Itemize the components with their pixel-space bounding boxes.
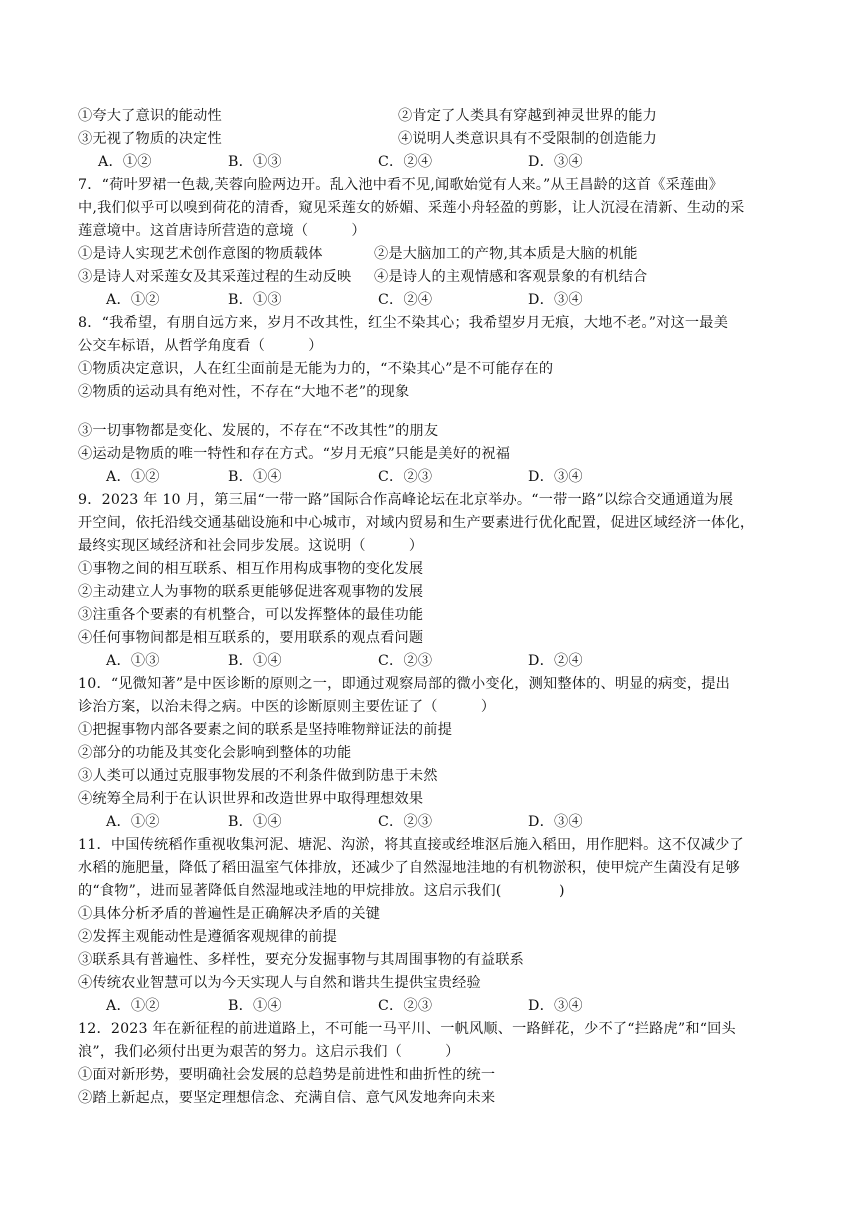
q9-statement-3: ③注重各个要素的有机整合，可以发挥整体的最佳功能 [78,607,424,623]
q10-stem-line-1: 10．“见微知著”是中医诊断的原则之一，即通过观察局部的微小变化，测知整体的、明显的病变，提出 [78,676,731,692]
q8-option-c[interactable]: C．②③ [378,469,433,485]
q7-stem-line-1: 7．“荷叶罗裙一色裁,芙蓉向脸两边开。乱入池中看不见,闻歌始觉有人来。”从王昌龄的这首《采莲曲》 [78,177,724,193]
q11-options [0,996,860,1016]
q7-stem-line-3: 莲意境中。这首唐诗所营造的意境（ ） [78,223,366,239]
q7-stem-line-2: 中,我们似乎可以嗅到荷花的清香，窥见采莲女的娇媚、采莲小舟轻盈的剪影，让人沉浸在清新、生动的采 [78,200,745,216]
q6-statement-2: ②肯定了人类具有穿越到神灵世界的能力 [398,108,657,124]
q7-option-d[interactable]: D．③④ [528,292,583,308]
q10-statement-3: ③人类可以通过克服事物发展的不利条件做到防患于未然 [78,768,438,784]
q6-statement-3: ③无视了物质的决定性 [78,131,222,147]
q11-statement-1: ①具体分析矛盾的普遍性是正确解决矛盾的关键 [78,906,381,922]
q7-statement-row-1 [78,244,638,264]
q9-option-a[interactable]: A．①③ [106,653,160,669]
q9-option-b[interactable]: B．①④ [228,653,282,669]
q12-stem-line-1: 12．2023 年在新征程的前进道路上，不可能一马平川、一帆风顺、一路鲜花，少不了“拦路虎”和“回头 [78,1021,736,1037]
q9-option-c[interactable]: C．②③ [378,653,433,669]
q9-stem-line-2: 开空间，依托沿线交通基础设施和中心城市，对域内贸易和生产要素进行优化配置，促进区域经济一体化， [78,515,755,531]
q10-options [0,812,860,832]
q11-statement-3: ③联系具有普遍性、多样性，要充分发掘事物与其周围事物的有益联系 [78,952,525,968]
q10-stem-line-2: 诊治方案，以治未得之病。中医的诊断原则主要佐证了（ ） [78,699,496,715]
q12-statement-2: ②踏上新起点，要坚定理想信念、充满自信、意气风发地奔向未来 [78,1090,496,1106]
q7-statement-3: ③是诗人对采莲女及其采莲过程的生动反映 [78,269,352,285]
q11-option-b[interactable]: B．①④ [228,998,282,1014]
q8-statement-1: ①物质决定意识，人在红尘面前是无能为力的，“不染其心”是不可能存在的 [78,361,554,377]
q10-statement-4: ④统筹全局利于在认识世界和改造世界中取得理想效果 [78,791,424,807]
q12-stem-line-2: 浪”，我们必须付出更为艰苦的努力。这启示我们（ ） [78,1044,460,1060]
q6-option-a[interactable]: A．①② [98,154,152,170]
q9-stem-line-1: 9．2023 年 10 月，第三届“一带一路”国际合作高峰论坛在北京举办。“一带一路”以综合交通通道为展 [78,492,734,508]
q10-option-c[interactable]: C．②③ [378,814,433,830]
q11-stem-line-3: 的“食物”，进而显著降低自然湿地或洼地的甲烷排放。这启示我们( ) [78,883,565,899]
q11-stem-line-1: 11．中国传统稻作重视收集河泥、塘泥、沟淤，将其直接或经堆沤后施入稻田，用作肥料。这不仅减少了 [78,837,744,853]
q9-option-d[interactable]: D．②④ [528,653,583,669]
q8-option-d[interactable]: D．③④ [528,469,583,485]
q11-statement-2: ②发挥主观能动性是遵循客观规律的前提 [78,929,337,945]
q6-statement-row-1 [78,106,657,126]
q6-options [0,152,860,172]
q9-options [0,651,860,671]
q8-statement-4: ④运动是物质的唯一特性和存在方式。“岁月无痕”只能是美好的祝福 [78,446,511,462]
q8-option-b[interactable]: B．①④ [228,469,282,485]
q7-statement-2: ②是大脑加工的产物,其本质是大脑的机能 [374,246,638,262]
q6-option-c[interactable]: C．②④ [378,154,433,170]
q7-option-c[interactable]: C．②④ [378,292,433,308]
q10-option-d[interactable]: D．③④ [528,814,583,830]
q7-option-b[interactable]: B．①③ [228,292,282,308]
q11-option-d[interactable]: D．③④ [528,998,583,1014]
q11-option-a[interactable]: A．①② [106,998,160,1014]
q7-statement-row-2 [78,267,648,287]
q7-options [0,290,860,310]
q8-statement-2: ②物质的运动具有绝对性，不存在“大地不老”的现象 [78,384,410,400]
q10-option-b[interactable]: B．①④ [228,814,282,830]
q10-option-a[interactable]: A．①② [106,814,160,830]
q11-stem-line-2: 水稻的施肥量，降低了稻田温室气体排放，还减少了自然湿地洼地的有机物淤积，使甲烷产生菌没有足够 [78,860,740,876]
q7-statement-1: ①是诗人实现艺术创作意图的物质载体 [78,246,323,262]
q9-stem-line-3: 最终实现区域经济和社会同步发展。这说明（ ） [78,538,424,554]
q10-statement-2: ②部分的功能及其变化会影响到整体的功能 [78,745,352,761]
q12-statement-1: ①面对新形势，要明确社会发展的总趋势是前进性和曲折性的统一 [78,1067,496,1083]
q7-statement-4: ④是诗人的主观情感和客观景象的有机结合 [374,269,648,285]
q6-statement-1: ①夸大了意识的能动性 [78,108,222,124]
q8-statement-3: ③一切事物都是变化、发展的，不存在“不改其性”的朋友 [78,423,439,439]
q6-statement-row-2 [78,129,657,149]
q11-option-c[interactable]: C．②③ [378,998,433,1014]
q9-statement-4: ④任何事物间都是相互联系的，要用联系的观点看问题 [78,630,424,646]
q9-statement-1: ①事物之间的相互联系、相互作用构成事物的变化发展 [78,561,424,577]
q9-statement-2: ②主动建立人为事物的联系更能够促进客观事物的发展 [78,584,424,600]
q8-option-a[interactable]: A．①② [106,469,160,485]
q10-statement-1: ①把握事物内部各要素之间的联系是坚持唯物辩证法的前提 [78,722,453,738]
q8-options [0,467,860,487]
q7-option-a[interactable]: A．①② [106,292,160,308]
q6-option-b[interactable]: B．①③ [228,154,282,170]
q11-statement-4: ④传统农业智慧可以为今天实现人与自然和谐共生提供宝贵经验 [78,975,481,991]
q6-statement-4: ④说明人类意识具有不受限制的创造能力 [398,131,657,147]
q6-option-d[interactable]: D．③④ [528,154,583,170]
q8-stem-line-2: 公交车标语，从哲学角度看（ ） [78,338,323,354]
q8-stem-line-1: 8．“我希望，有朋自远方来，岁月不改其性，红尘不染其心；我希望岁月无痕，大地不老。”对这一最美 [78,315,729,331]
